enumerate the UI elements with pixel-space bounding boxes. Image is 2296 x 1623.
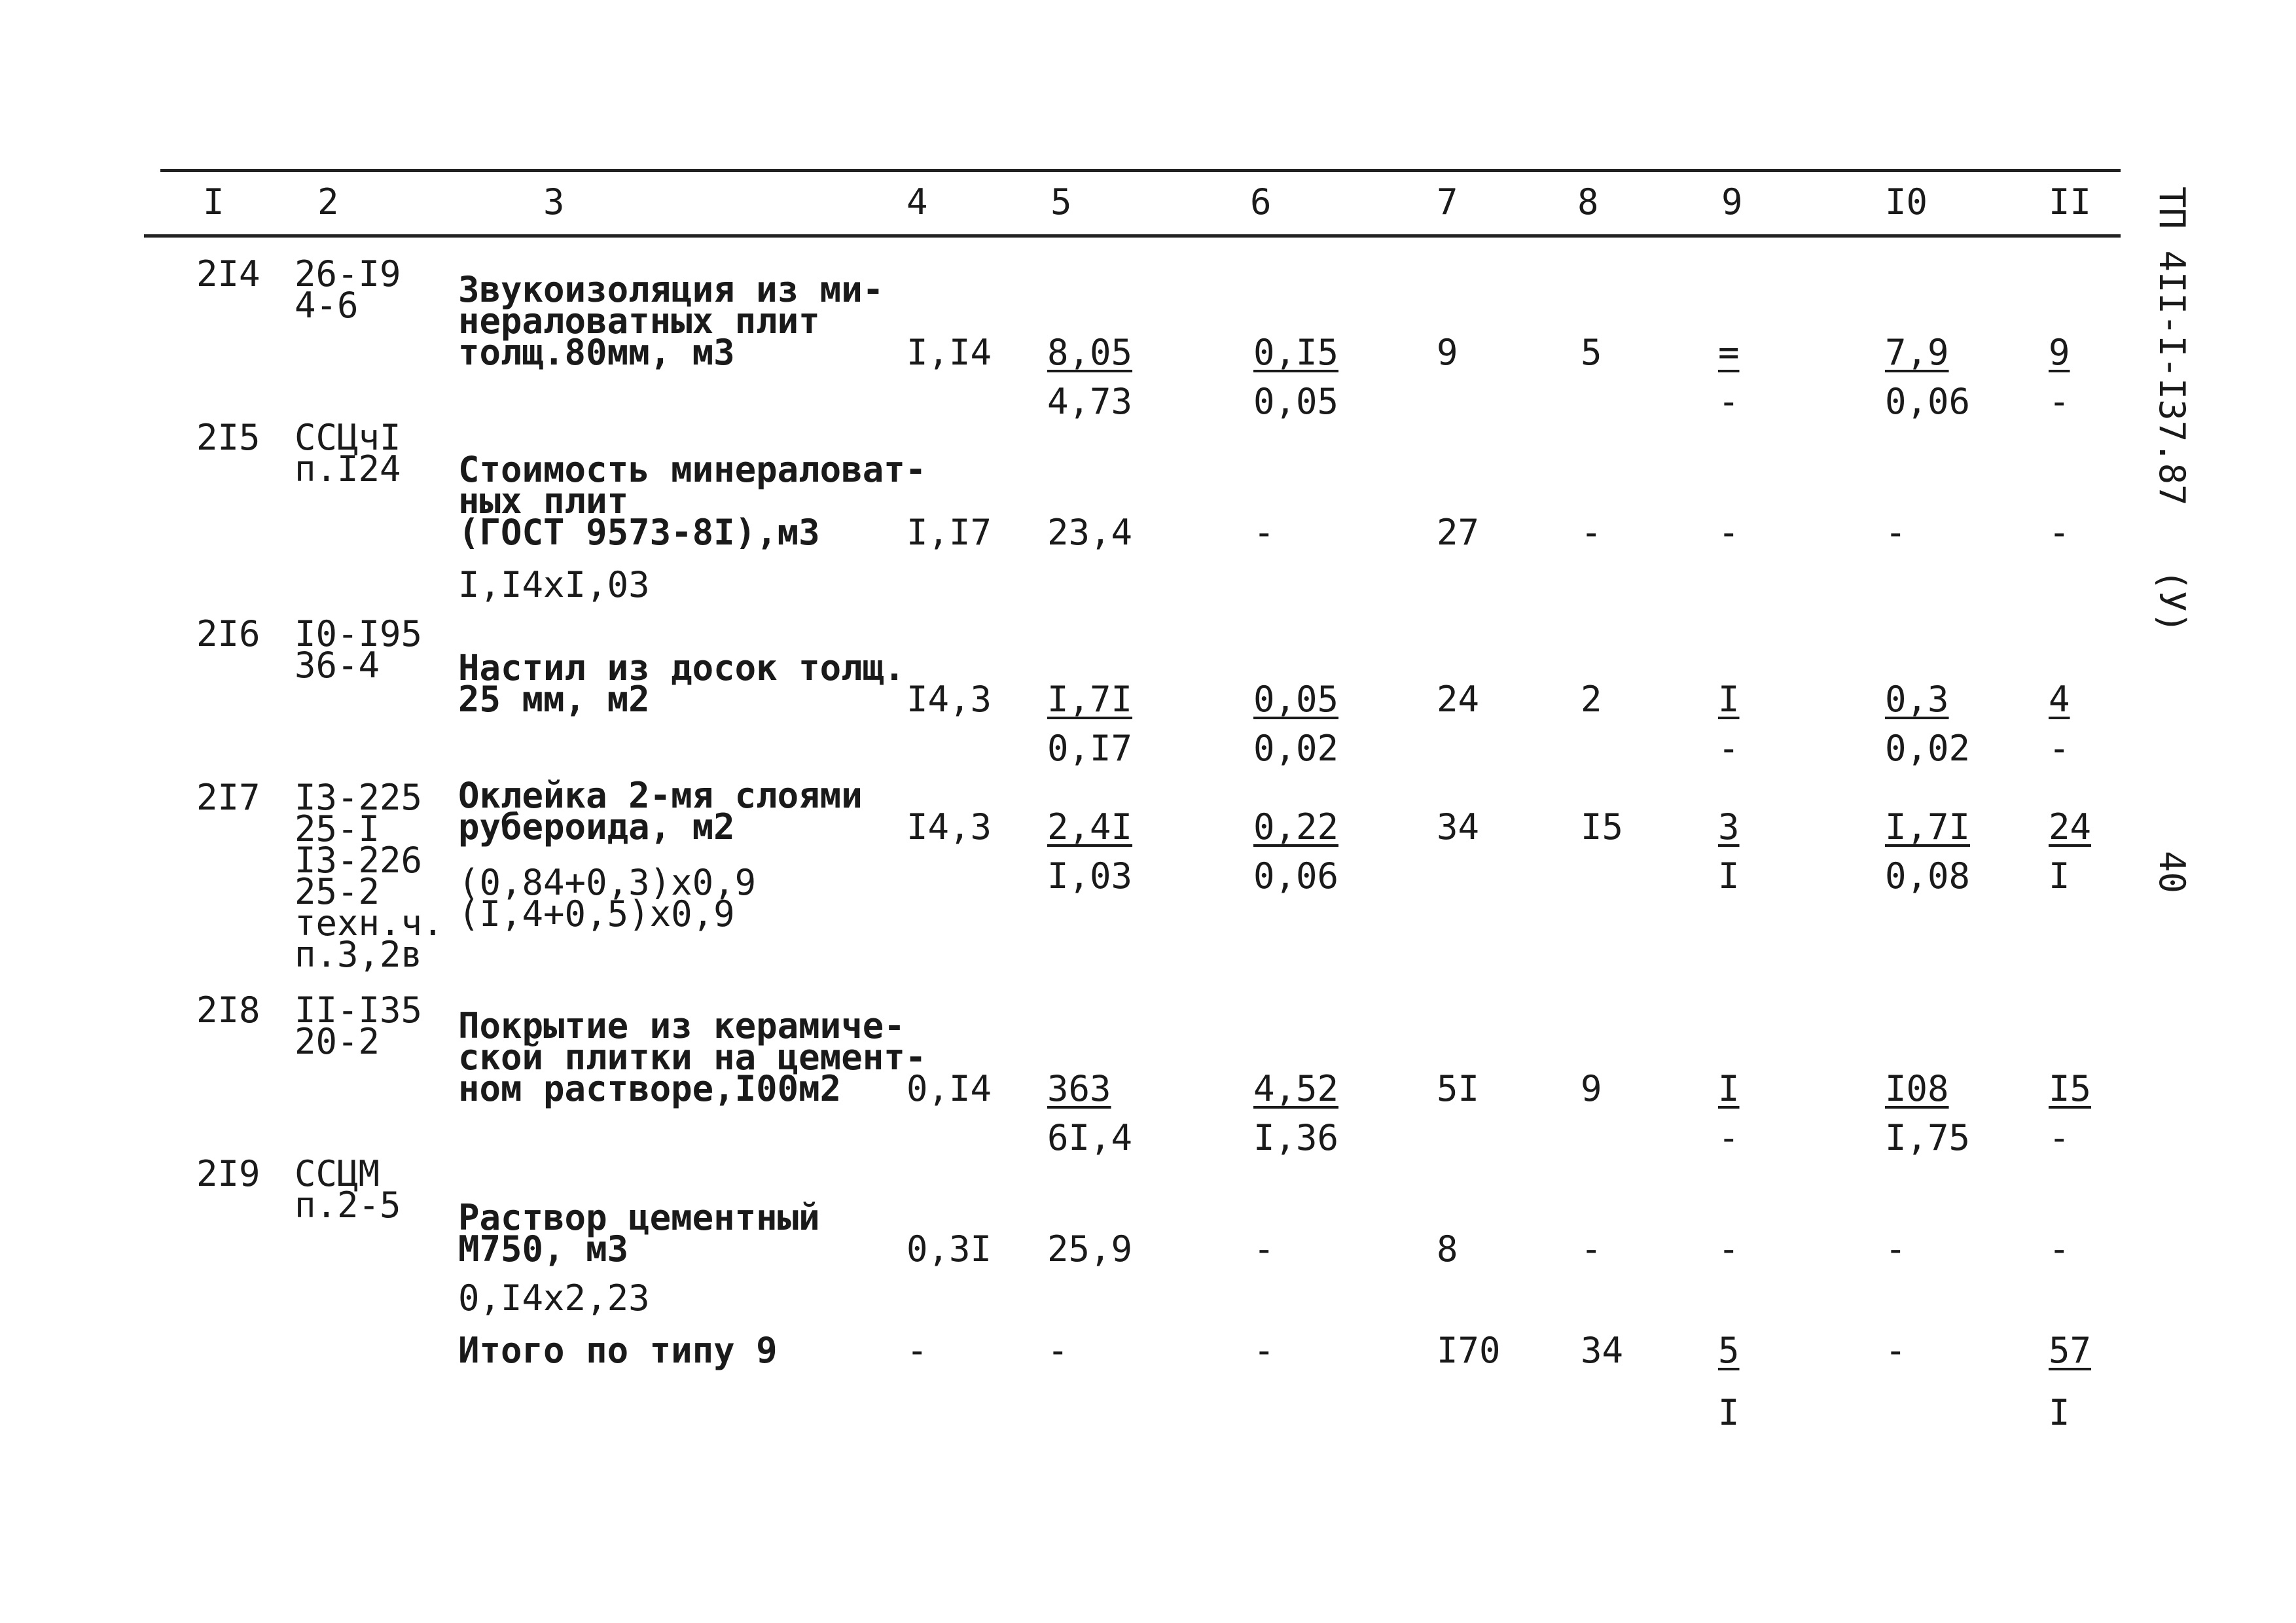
total-label: Итого по типу 9	[458, 1330, 778, 1371]
machine-cost-wages: 0,06	[1253, 855, 1339, 897]
total-col-11-sub: I	[2049, 1392, 2070, 1433]
col-9-value: =	[1718, 332, 1740, 373]
norm-code-line: техн.ч.	[295, 902, 444, 944]
column-header-5: 5	[1050, 181, 1072, 223]
unit-cost: 363	[1047, 1068, 1111, 1109]
quantity: I,I7	[906, 512, 992, 553]
col-9-value: I	[1718, 1068, 1740, 1109]
col-10-value: -	[1885, 512, 1907, 553]
labor-cost: -	[1581, 1228, 1602, 1270]
norm-code-line: 20-2	[295, 1021, 380, 1062]
total-col-9-sub: I	[1718, 1392, 1740, 1433]
work-name-line: ской плитки на цемент-	[458, 1037, 927, 1078]
machine-cost-wages: 0,02	[1253, 728, 1339, 769]
unit-cost: 23,4	[1047, 512, 1133, 553]
column-header-7: 7	[1437, 181, 1458, 223]
col-11-sub: -	[2049, 381, 2070, 422]
col-9-value: 3	[1718, 806, 1740, 847]
quantity: 0,I4	[906, 1068, 992, 1109]
total-quantity: -	[906, 1330, 928, 1371]
labor-cost: I5	[1581, 806, 1624, 847]
norm-code-line: I3-226	[295, 840, 423, 881]
top-rule	[160, 169, 2121, 172]
row-number: 2I7	[196, 777, 260, 818]
work-name-line: Оклейка 2-мя слоями	[458, 775, 863, 816]
header-rule	[144, 234, 2121, 238]
row-number: 2I8	[196, 990, 260, 1031]
col-9-value: I	[1718, 679, 1740, 720]
work-name-line: Покрытие из керамиче-	[458, 1005, 905, 1046]
machine-cost: -	[1253, 512, 1275, 553]
total-col-11: 57	[2049, 1330, 2092, 1371]
calculation-line: (I,4+0,5)x0,9	[458, 893, 735, 935]
unit-cost: I,7I	[1047, 679, 1133, 720]
total-unit-cost: -	[1047, 1330, 1069, 1371]
col-10-sub: 0,08	[1885, 855, 1971, 897]
total-cost: 9	[1437, 332, 1458, 373]
row-number: 2I4	[196, 253, 260, 294]
col-11-sub: -	[2049, 1117, 2070, 1158]
machine-cost: 0,05	[1253, 679, 1339, 720]
column-header-10: I0	[1885, 181, 1928, 223]
total-cost: 5I	[1437, 1068, 1480, 1109]
col-9-value: -	[1718, 1228, 1740, 1270]
norm-code-line: п.2-5	[295, 1185, 401, 1226]
unit-cost-wages: 6I,4	[1047, 1117, 1133, 1158]
col-9-sub: -	[1718, 728, 1740, 769]
row-number: 2I9	[196, 1153, 260, 1194]
calculation-line: I,I4xI,03	[458, 564, 650, 605]
work-name-line: Настил из досок толщ.	[458, 647, 905, 688]
column-header-6: 6	[1250, 181, 1272, 223]
col-9-value: -	[1718, 512, 1740, 553]
col-11-value: 24	[2049, 806, 2092, 847]
col-9-sub: -	[1718, 1117, 1740, 1158]
total-cost: 27	[1437, 512, 1480, 553]
calculation-line: (0,84+0,3)x0,9	[458, 862, 757, 903]
labor-cost: 9	[1581, 1068, 1602, 1109]
machine-cost: 4,52	[1253, 1068, 1339, 1109]
col-10-sub: I,75	[1885, 1117, 1971, 1158]
calculation-line: 0,I4x2,23	[458, 1277, 650, 1319]
column-header-8: 8	[1577, 181, 1599, 223]
work-name-line: М750, м3	[458, 1228, 629, 1270]
col-11-value: I5	[2049, 1068, 2092, 1109]
unit-cost-wages: 0,I7	[1047, 728, 1133, 769]
machine-cost: -	[1253, 1228, 1275, 1270]
col-10-value: I,7I	[1885, 806, 1971, 847]
total-machine-cost: -	[1253, 1330, 1275, 1371]
norm-code-line: 26-I9	[295, 253, 401, 294]
machine-cost: 0,I5	[1253, 332, 1339, 373]
work-name-line: Звукоизоляция из ми-	[458, 269, 884, 310]
col-10-sub: 0,02	[1885, 728, 1971, 769]
norm-code-line: п.3,2в	[295, 934, 423, 975]
col-11-value: -	[2049, 512, 2070, 553]
col-10-sub: 0,06	[1885, 381, 1971, 422]
unit-cost: 8,05	[1047, 332, 1133, 373]
quantity: 0,3I	[906, 1228, 992, 1270]
col-10-value: 7,9	[1885, 332, 1949, 373]
work-name-line: толщ.80мм, м3	[458, 332, 735, 373]
machine-cost-wages: I,36	[1253, 1117, 1339, 1158]
page-number: 40	[2151, 851, 2193, 894]
labor-cost: 2	[1581, 679, 1602, 720]
work-name-line: Стоимость минераловат-	[458, 449, 927, 490]
col-9-sub: -	[1718, 381, 1740, 422]
machine-cost-wages: 0,05	[1253, 381, 1339, 422]
machine-cost: 0,22	[1253, 806, 1339, 847]
section-mark: (У)	[2151, 569, 2193, 633]
total-labor: 34	[1581, 1330, 1624, 1371]
labor-cost: 5	[1581, 332, 1602, 373]
norm-code-line: 4-6	[295, 285, 359, 326]
quantity: I4,3	[906, 679, 992, 720]
document-code: ТП 4II-I-I37.87	[2151, 187, 2193, 506]
col-11-sub: -	[2049, 728, 2070, 769]
norm-code-line: 36-4	[295, 645, 380, 686]
work-name-line: 25 мм, м2	[458, 679, 650, 720]
col-11-sub: I	[2049, 855, 2070, 897]
col-11-value: 9	[2049, 332, 2070, 373]
col-11-value: -	[2049, 1228, 2070, 1270]
norm-code-line: ССЦчI	[295, 417, 401, 458]
quantity: I,I4	[906, 332, 992, 373]
col-9-sub: I	[1718, 855, 1740, 897]
labor-cost: -	[1581, 512, 1602, 553]
total-cost: 24	[1437, 679, 1480, 720]
work-name-line: нераловатных плит	[458, 300, 820, 342]
work-name-line: (ГОСТ 9573-8I),м3	[458, 512, 820, 553]
row-number: 2I6	[196, 613, 260, 654]
unit-cost-wages: I,03	[1047, 855, 1133, 897]
col-11-value: 4	[2049, 679, 2070, 720]
total-col-10: -	[1885, 1330, 1907, 1371]
column-header-3: 3	[543, 181, 565, 223]
norm-code-line: I0-I95	[295, 613, 423, 654]
unit-cost: 25,9	[1047, 1228, 1133, 1270]
quantity: I4,3	[906, 806, 992, 847]
work-name-line: ных плит	[458, 480, 629, 522]
norm-code-line: 25-2	[295, 871, 380, 912]
norm-code-line: п.I24	[295, 448, 401, 490]
column-header-9: 9	[1721, 181, 1743, 223]
column-header-1: I	[203, 181, 224, 223]
col-10-value: 0,3	[1885, 679, 1949, 720]
work-name-line: рубероида, м2	[458, 806, 735, 847]
total-col-9: 5	[1718, 1330, 1740, 1371]
column-header-2: 2	[317, 181, 339, 223]
work-name-line: ном растворе,I00м2	[458, 1068, 842, 1109]
norm-code-line: I3-225	[295, 777, 423, 818]
col-10-value: -	[1885, 1228, 1907, 1270]
norm-code-line: II-I35	[295, 990, 423, 1031]
column-header-11: II	[2049, 181, 2092, 223]
total-cost-sum: I70	[1437, 1330, 1501, 1371]
unit-cost: 2,4I	[1047, 806, 1133, 847]
row-number: 2I5	[196, 417, 260, 458]
unit-cost-wages: 4,73	[1047, 381, 1133, 422]
norm-code-line: 25-I	[295, 808, 380, 849]
column-header-4: 4	[906, 181, 928, 223]
col-10-value: I08	[1885, 1068, 1949, 1109]
norm-code-line: ССЦМ	[295, 1153, 380, 1194]
work-name-line: Раствор цементный	[458, 1197, 820, 1238]
total-cost: 8	[1437, 1228, 1458, 1270]
total-cost: 34	[1437, 806, 1480, 847]
